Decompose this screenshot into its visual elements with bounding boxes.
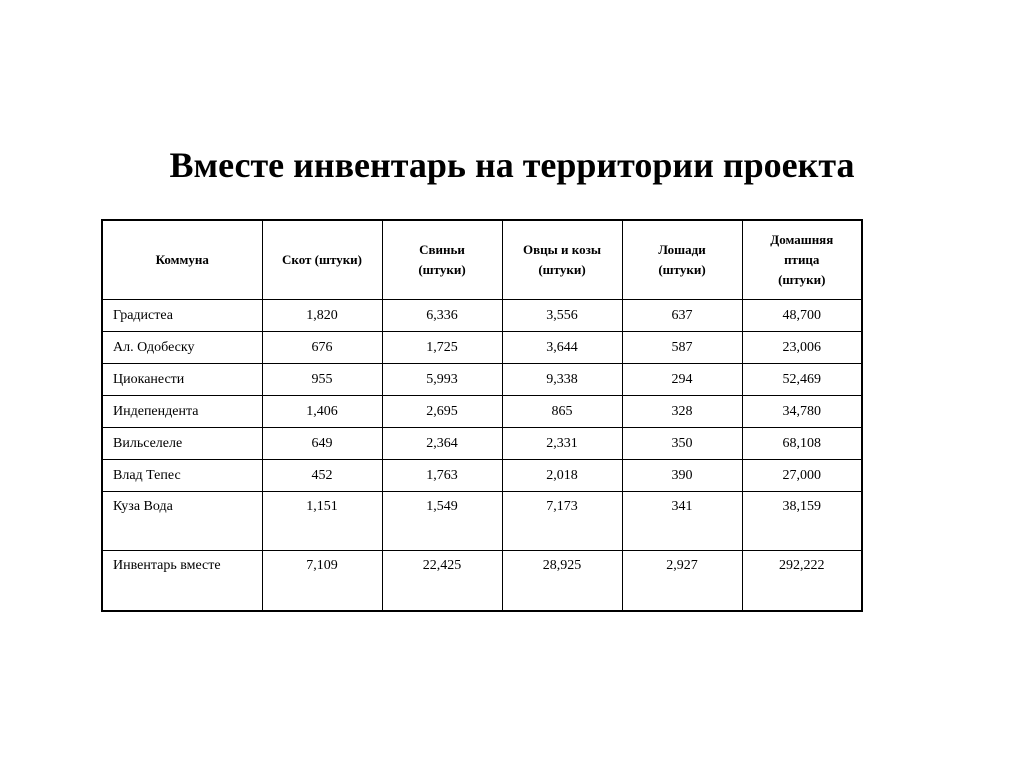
table-cell: 48,700 [742,300,862,332]
table-cell: 2,695 [382,396,502,428]
commune-cell: Градистеа [102,300,262,332]
commune-cell: Влад Тепес [102,460,262,492]
total-row [102,551,862,612]
table-cell: 9,338 [502,364,622,396]
total-cell: 2,927 [622,551,742,612]
table-row [102,492,862,551]
table-cell: 1,406 [262,396,382,428]
table-cell: 2,018 [502,460,622,492]
total-cell: 22,425 [382,551,502,612]
table-cell: 1,763 [382,460,502,492]
table-cell: 955 [262,364,382,396]
commune-cell: Вильселеле [102,428,262,460]
table-cell: 3,644 [502,332,622,364]
table-cell: 637 [622,300,742,332]
inventory-table [101,219,863,612]
table-cell: 2,364 [382,428,502,460]
commune-cell: Циоканести [102,364,262,396]
table-cell: 1,549 [382,492,502,551]
column-header-pigs [382,220,502,300]
header-line: (штуки) [778,272,826,287]
column-header-poultry [742,220,862,300]
table-cell: 676 [262,332,382,364]
column-header-sheep-goats [502,220,622,300]
table-cell: 1,151 [262,492,382,551]
header-line: Лошади [658,242,706,257]
commune-cell: Ал. Одобеску [102,332,262,364]
table-cell: 3,556 [502,300,622,332]
table-row [102,428,862,460]
column-header-commune [102,220,262,300]
total-cell: 292,222 [742,551,862,612]
header-line: Скот (штуки) [282,252,362,267]
table-row [102,300,862,332]
table-cell: 649 [262,428,382,460]
header-line: Овцы и козы [523,242,601,257]
table-cell: 27,000 [742,460,862,492]
table-cell: 68,108 [742,428,862,460]
table-cell: 23,006 [742,332,862,364]
header-line: Свиньи [419,242,465,257]
total-cell: 28,925 [502,551,622,612]
page-title: Вместе инвентарь на территории проекта [169,145,855,185]
header-line: Коммуна [155,252,209,267]
table-cell: 294 [622,364,742,396]
header-line: Домашняя [770,232,834,247]
column-header-horses [622,220,742,300]
table-cell: 390 [622,460,742,492]
table-row [102,396,862,428]
table-cell: 452 [262,460,382,492]
table-row [102,332,862,364]
table-header-row [102,220,862,300]
table-row [102,460,862,492]
total-cell: 7,109 [262,551,382,612]
table-cell: 1,820 [262,300,382,332]
column-header-cattle [262,220,382,300]
table-cell: 328 [622,396,742,428]
commune-cell: Индепендента [102,396,262,428]
header-line: птица [784,252,820,267]
header-line: (штуки) [418,262,466,277]
table-cell: 587 [622,332,742,364]
table-cell: 7,173 [502,492,622,551]
table-cell: 52,469 [742,364,862,396]
table-cell: 341 [622,492,742,551]
table-cell: 38,159 [742,492,862,551]
total-label-cell: Инвентарь вместе [102,551,262,612]
table-row [102,364,862,396]
table-cell: 350 [622,428,742,460]
table-cell: 5,993 [382,364,502,396]
header-line: (штуки) [658,262,706,277]
table-cell: 34,780 [742,396,862,428]
table-cell: 865 [502,396,622,428]
table-cell: 2,331 [502,428,622,460]
header-line: (штуки) [538,262,586,277]
table-cell: 6,336 [382,300,502,332]
commune-cell: Куза Вода [102,492,262,551]
table-cell: 1,725 [382,332,502,364]
